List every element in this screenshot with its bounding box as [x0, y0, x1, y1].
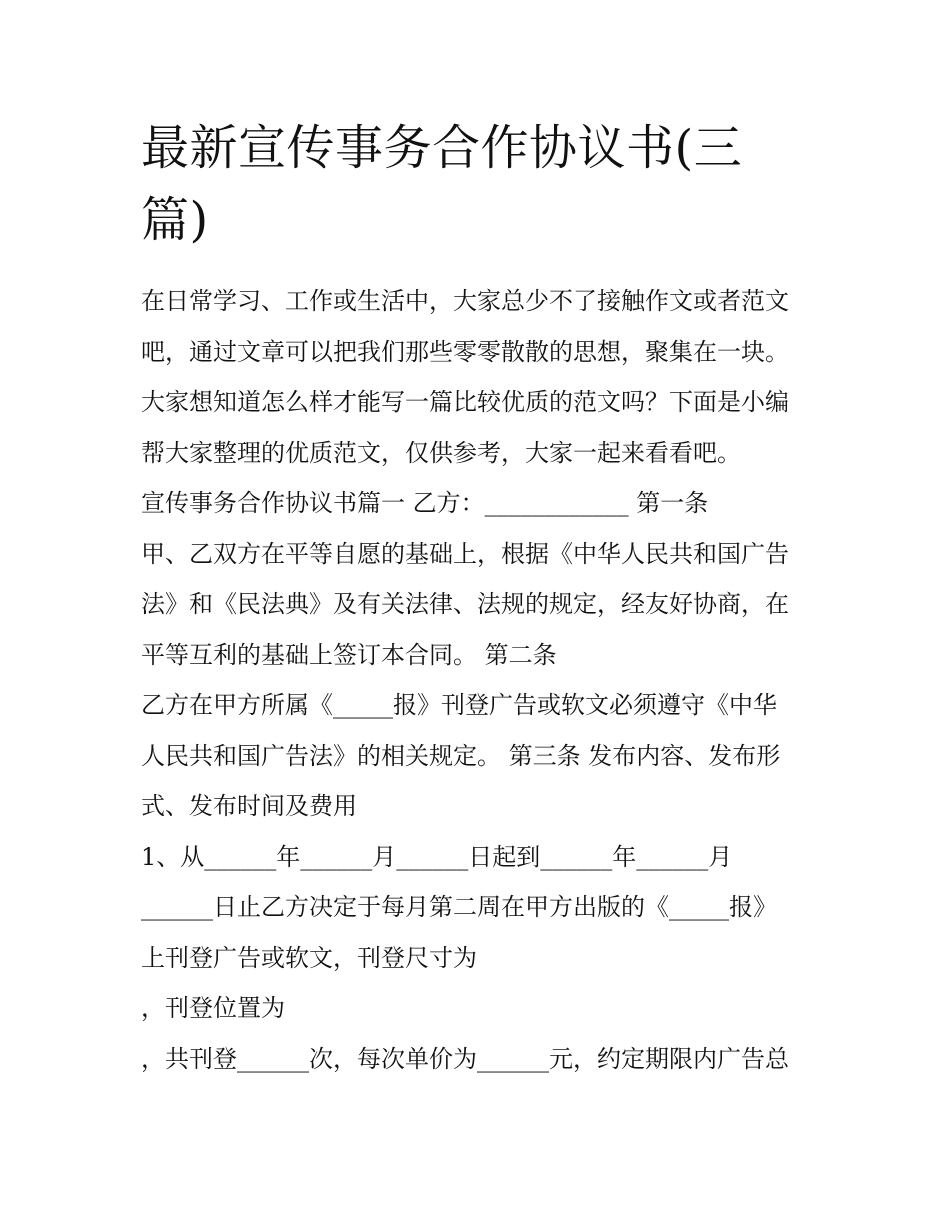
title-line-2: 篇)	[141, 192, 209, 248]
body-line-1: 在日常学习、工作或生活中，大家总少不了接触作文或者范文	[141, 287, 789, 315]
body-line-14: 上刊登广告或软文，刊登尺寸为	[141, 943, 477, 972]
body-line-10: 人民共和国广告法》的相关规定。 第三条 发布内容、发布形	[141, 741, 781, 770]
body-line-12: 1、从______年______月______日起到______年______月	[141, 842, 733, 871]
document-title	[141, 112, 821, 256]
body-line-13: ______日止乙方决定于每月第二周在甲方出版的《_____报》	[141, 893, 777, 921]
body-line-7: 法》和《民法典》及有关法律、法规的规定，经友好协商，在	[141, 590, 789, 618]
body-line-11: 式、发布时间及费用	[141, 792, 357, 820]
body-line-16: ，共刊登______次，每次单价为______元，约定期限内广告总	[141, 1044, 789, 1073]
body-line-8: 平等互利的基础上签订本合同。 第二条	[141, 640, 557, 669]
body-line-3: 大家想知道怎么样才能写一篇比较优质的范文吗？下面是小编	[141, 388, 789, 416]
document-body	[141, 276, 821, 1084]
body-line-15: ，刊登位置为	[141, 994, 285, 1022]
body-line-5: 宣传事务合作协议书篇一 乙方：____________ 第一条	[141, 489, 709, 517]
title-line-1: 最新宣传事务合作协议书(三	[141, 120, 743, 176]
body-line-6: 甲、乙双方在平等自愿的基础上，根据《中华人民共和国广告	[141, 539, 789, 568]
body-line-9: 乙方在甲方所属《_____报》刊登广告或软文必须遵守《中华	[141, 691, 777, 719]
document-content	[141, 112, 821, 1084]
body-line-4: 帮大家整理的优质范文，仅供参考，大家一起来看看吧。	[141, 438, 741, 467]
body-line-2: 吧，通过文章可以把我们那些零零散散的思想，聚集在一块。	[141, 337, 789, 366]
